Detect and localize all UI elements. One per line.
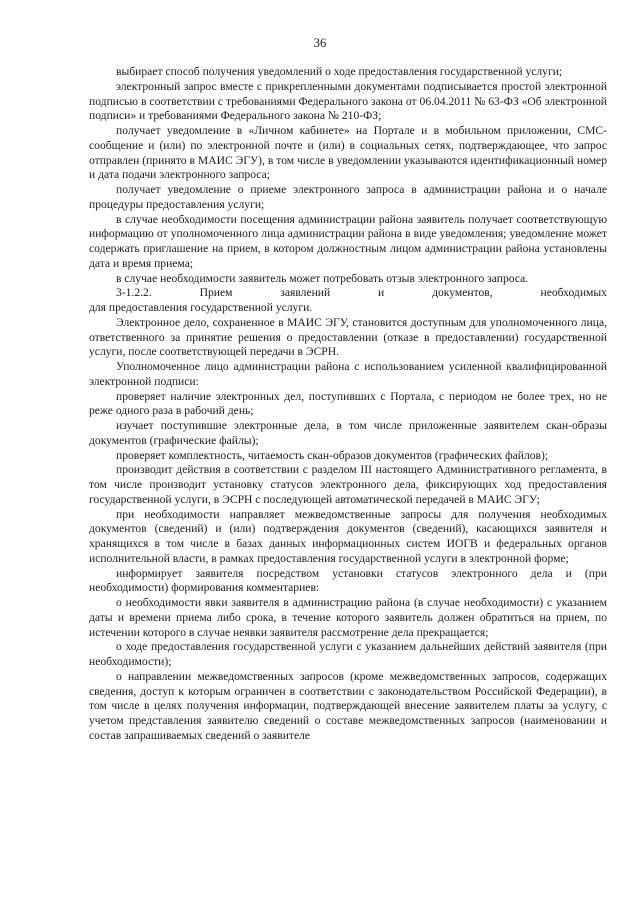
section-heading-word: заявлений xyxy=(280,286,331,300)
paragraph: проверяет комплектность, читаемость скан-образов документов (графических файлов); xyxy=(116,448,549,462)
paragraph: в случае необходимости заявитель может потребовать отзыв электронного запроса. xyxy=(116,271,529,285)
section-heading xyxy=(89,286,607,301)
paragraph: в случае необходимости посещения администрации района заявитель получает соответствующую информацию от уполномоченного лица администрации района в виде уведомления; уведомление может содержать приглашение на прием, в котором должностным лицом администрации района установлены дата и время приема; xyxy=(89,212,607,270)
paragraph: производит действия в соответствии с разделом III настоящего Административного регламента, в том числе производит установку статусов электронного дела, фиксирующих ход предоставления государственной услуги, в ЭСРН с последующей автоматической передачей в МАИС ЭГУ; xyxy=(89,463,607,506)
paragraph: Уполномоченное лицо администрации района с использованием усиленной квалифицированной электронной подписи: xyxy=(89,360,607,388)
section-heading-word: и xyxy=(378,286,385,300)
body-text xyxy=(89,65,607,744)
section-heading-continuation: для предоставления государственной услуги. xyxy=(89,301,313,314)
paragraph: получает уведомление о приеме электронного запроса в администрации района и о начале процедуры предоставления услуги; xyxy=(89,183,607,211)
paragraph: Электронное дело, сохраненное в МАИС ЭГУ, становится доступным для уполномоченного лица, ответственного за принятие решения о предоставлении (отказе в предоставлении) государственной услуги, после соответствующей передачи в ЭСРН. xyxy=(89,315,607,359)
section-heading-word: 3-1.2.2. xyxy=(116,286,152,300)
paragraph: электронный запрос вместе с прикрепленными документами подписывается простой электронной подписью в соответствии с требованиями Федерального закона от 06.04.2011 № 63-ФЗ «Об электронной подписи» и требованиями Федерального закона № 210-ФЗ; xyxy=(89,79,607,123)
paragraph: проверяет наличие электронных дел, поступивших с Портала, с периодом не более трех, но не реже одного раза в рабочий день; xyxy=(89,389,607,418)
paragraph: информирует заявителя посредством установки статусов электронного дела и (при необходимости) формирования комментариев: xyxy=(89,566,607,595)
section-heading-word: Прием xyxy=(199,286,233,300)
paragraph: получает уведомление в «Личном кабинете» на Портале и в мобильном приложении, СМС-сообщение и (или) по электронной почте и (или) в социальных сетях, подтверждающее, что запрос отправлен (принято в МАИС ЭГУ), в том числе в уведомлении указываются идентификационный номер и дата подачи электронного запроса; xyxy=(89,124,607,182)
paragraph: о ходе предоставления государственной услуги с указанием дальнейших действий заявителя (при необходимости); xyxy=(89,640,607,668)
section-heading-word: необходимых xyxy=(540,286,607,300)
paragraph: о необходимости явки заявителя в администрацию района (в случае необходимости) с указанием даты и времени приема либо срока, в течение которого заявитель должен обратиться на прием, по истечении которого в случае неявки заявителя рассмотрение дела прекращается; xyxy=(89,596,607,639)
paragraph: выбирает способ получения уведомлений о ходе предоставления государственной услуги; xyxy=(116,65,563,78)
paragraph: при необходимости направляет межведомственные запросы для получения необходимых документов (сведений) и (или) подтверждения документов (сведений), касающихся заявителя и хранящихся в том числе в базах данных информационных систем ИОГВ и федеральных органов исполнительной власти, в рамках предоставления государственной услуги в электронной форме; xyxy=(89,507,607,565)
paragraph: изучает поступившие электронные дела, в том числе приложенные заявителем скан-образы документов (графические файлы); xyxy=(89,419,607,447)
section-heading-word: документов, xyxy=(432,286,493,300)
paragraph: о направлении межведомственных запросов (кроме межведомственных запросов, содержащих сведения, доступ к которым ограничен в соответствии с законодательством Российской Федерации), в том числе в целях получения информации, подтверждающей внесение заявителем платы за услугу, с учетом представления заявителю сведений о составе межведомственных запросов (наименовании и состав запрашиваемых сведений о заявителе xyxy=(89,669,607,742)
page-number: 36 xyxy=(313,36,327,50)
